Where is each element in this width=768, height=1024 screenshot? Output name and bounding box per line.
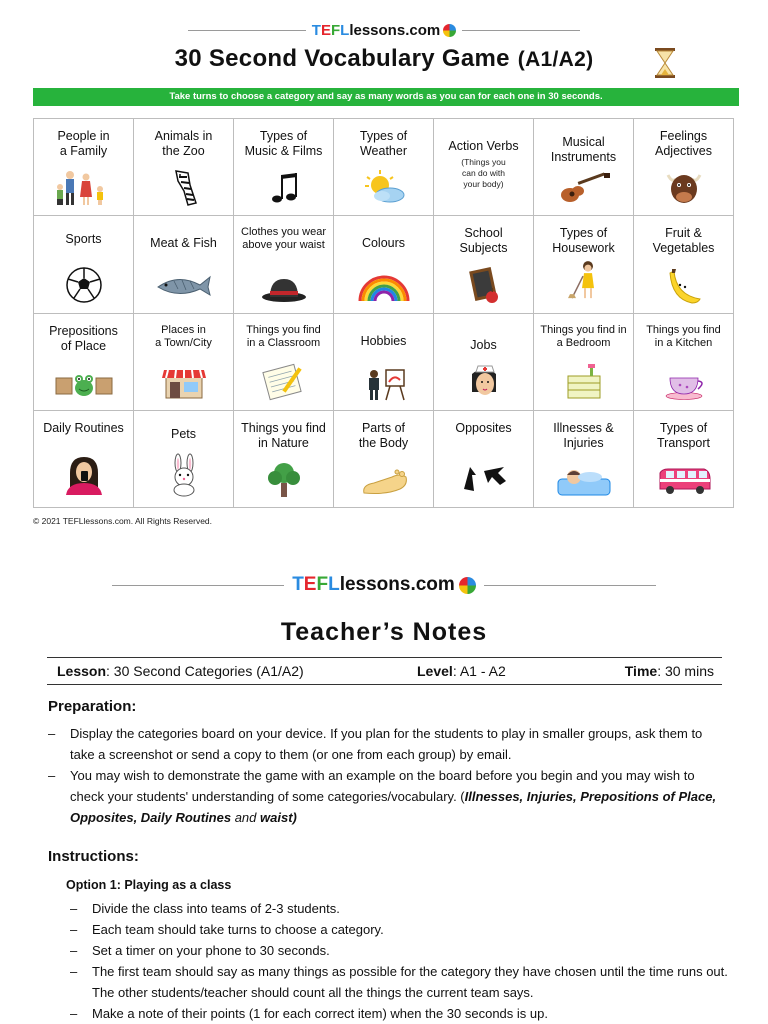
shop-icon — [154, 362, 214, 402]
rainbow-icon — [354, 265, 414, 305]
notebook-pencil-icon — [254, 362, 314, 402]
copyright-notice: © 2021 TEFLlessons.com. All Rights Reserved. — [33, 516, 213, 526]
van-icon — [654, 459, 714, 499]
bull-icon — [654, 167, 714, 207]
instructions-list — [70, 898, 730, 1024]
football-icon — [54, 265, 114, 305]
category-cell: Pets — [134, 411, 234, 508]
list-item: – You may wish to demonstrate the game with an example on the board before you begin and you may wish to check your students' understanding of some categories/vocabulary. (Illnesses, Injuries, Prepositions of Place, Opposites, Daily Routines and waist) — [48, 765, 728, 828]
painting-icon — [354, 362, 414, 402]
tefl-logo: T E F L lessons.com — [312, 22, 456, 39]
divider — [112, 585, 284, 586]
category-cell: Places in a Town/City — [134, 314, 234, 411]
arrows-icon — [454, 459, 514, 499]
notes-logo-row — [0, 574, 768, 596]
category-cell: Types of Music & Films — [234, 119, 334, 216]
worksheet-title: 30 Second Vocabulary Game (A1/A2) — [174, 45, 594, 72]
divider — [462, 30, 580, 31]
category-cell: Sports — [34, 216, 134, 313]
dresser-icon — [554, 362, 614, 402]
category-cell: Parts of the Body — [334, 411, 434, 508]
level-info: Level: A1 - A2 — [417, 663, 506, 679]
zebra-icon — [154, 167, 214, 207]
category-cell: Fruit & Vegetables — [634, 216, 734, 313]
preparation-list — [48, 723, 728, 828]
banana-icon — [654, 265, 714, 305]
fish-icon — [154, 265, 214, 305]
category-cell: Colours — [334, 216, 434, 313]
category-cell: Types of Housework — [534, 216, 634, 313]
music-note-icon — [254, 167, 314, 207]
category-cell: Things you find in Nature — [234, 411, 334, 508]
tree-icon — [254, 459, 314, 499]
divider — [484, 585, 656, 586]
nurse-icon — [454, 362, 514, 402]
sun-cloud-icon — [354, 167, 414, 207]
category-grid — [33, 118, 734, 508]
category-cell: Illnesses & Injuries — [534, 411, 634, 508]
globe-icon — [443, 24, 456, 37]
category-cell: People in a Family — [34, 119, 134, 216]
list-item: – The first team should say as many things as possible for the category they have chosen until the time runs out. The other students/teacher should count all the things the current team says. — [70, 961, 730, 1003]
category-cell: Prepositions of Place — [34, 314, 134, 411]
instructions-heading: Instructions: — [48, 848, 139, 865]
category-cell: Hobbies — [334, 314, 434, 411]
sick-in-bed-icon — [554, 459, 614, 499]
header-logo-row — [0, 22, 768, 39]
list-item: – Each team should take turns to choose a category. — [70, 919, 730, 940]
category-cell: Opposites — [434, 411, 534, 508]
woman-phone-icon — [54, 451, 114, 499]
category-cell: Daily Routines — [34, 411, 134, 508]
list-item: – Display the categories board on your device. If you plan for the students to play in smaller groups, ask them to take a screenshot or send a copy to them (or one from each group) by email. — [48, 723, 728, 765]
list-item: – Make a note of their points (1 for each correct item) when the 30 seconds is up. — [70, 1003, 730, 1024]
list-item: – Divide the class into teams of 2-3 students. — [70, 898, 730, 919]
teacup-icon — [654, 362, 714, 402]
category-cell: Clothes you wear above your waist — [234, 216, 334, 313]
category-cell: Things you find in a Kitchen — [634, 314, 734, 411]
category-cell: Feelings Adjectives — [634, 119, 734, 216]
family-icon — [54, 167, 114, 207]
rabbit-icon — [154, 451, 214, 499]
hat-icon — [254, 265, 314, 305]
tefl-logo: T E F L lessons.com — [292, 574, 476, 596]
instructions-banner: Take turns to choose a category and say as many words as you can for each one in 30 seconds. — [33, 88, 739, 106]
hourglass-icon — [652, 47, 678, 79]
category-cell: School Subjects — [434, 216, 534, 313]
teachers-notes-title: Teacher’s Notes — [280, 618, 488, 646]
lesson-info-bar — [47, 657, 722, 685]
category-cell: Animals in the Zoo — [134, 119, 234, 216]
globe-icon — [459, 577, 476, 594]
option-heading: Option 1: Playing as a class — [66, 878, 232, 892]
list-item: – Set a timer on your phone to 30 seconds. — [70, 940, 730, 961]
category-cell: Things you find in a Bedroom — [534, 314, 634, 411]
category-cell: Types of Weather — [334, 119, 434, 216]
chalkboard-apple-icon — [454, 265, 514, 305]
frog-boxes-icon — [54, 362, 114, 402]
divider — [188, 30, 306, 31]
foot-icon — [354, 459, 414, 499]
time-info: Time: 30 mins — [624, 663, 714, 679]
category-cell: Jobs — [434, 314, 534, 411]
category-cell: Types of Transport — [634, 411, 734, 508]
category-cell: Things you find in a Classroom — [234, 314, 334, 411]
lesson-info: Lesson: 30 Second Categories (A1/A2) — [57, 663, 304, 679]
category-cell: Action Verbs (Things you can do with your body) — [434, 119, 534, 216]
guitar-icon — [554, 167, 614, 207]
category-cell: Meat & Fish — [134, 216, 234, 313]
preparation-heading: Preparation: — [48, 698, 137, 715]
category-cell: Musical Instruments — [534, 119, 634, 216]
sweeping-woman-icon — [554, 256, 614, 304]
